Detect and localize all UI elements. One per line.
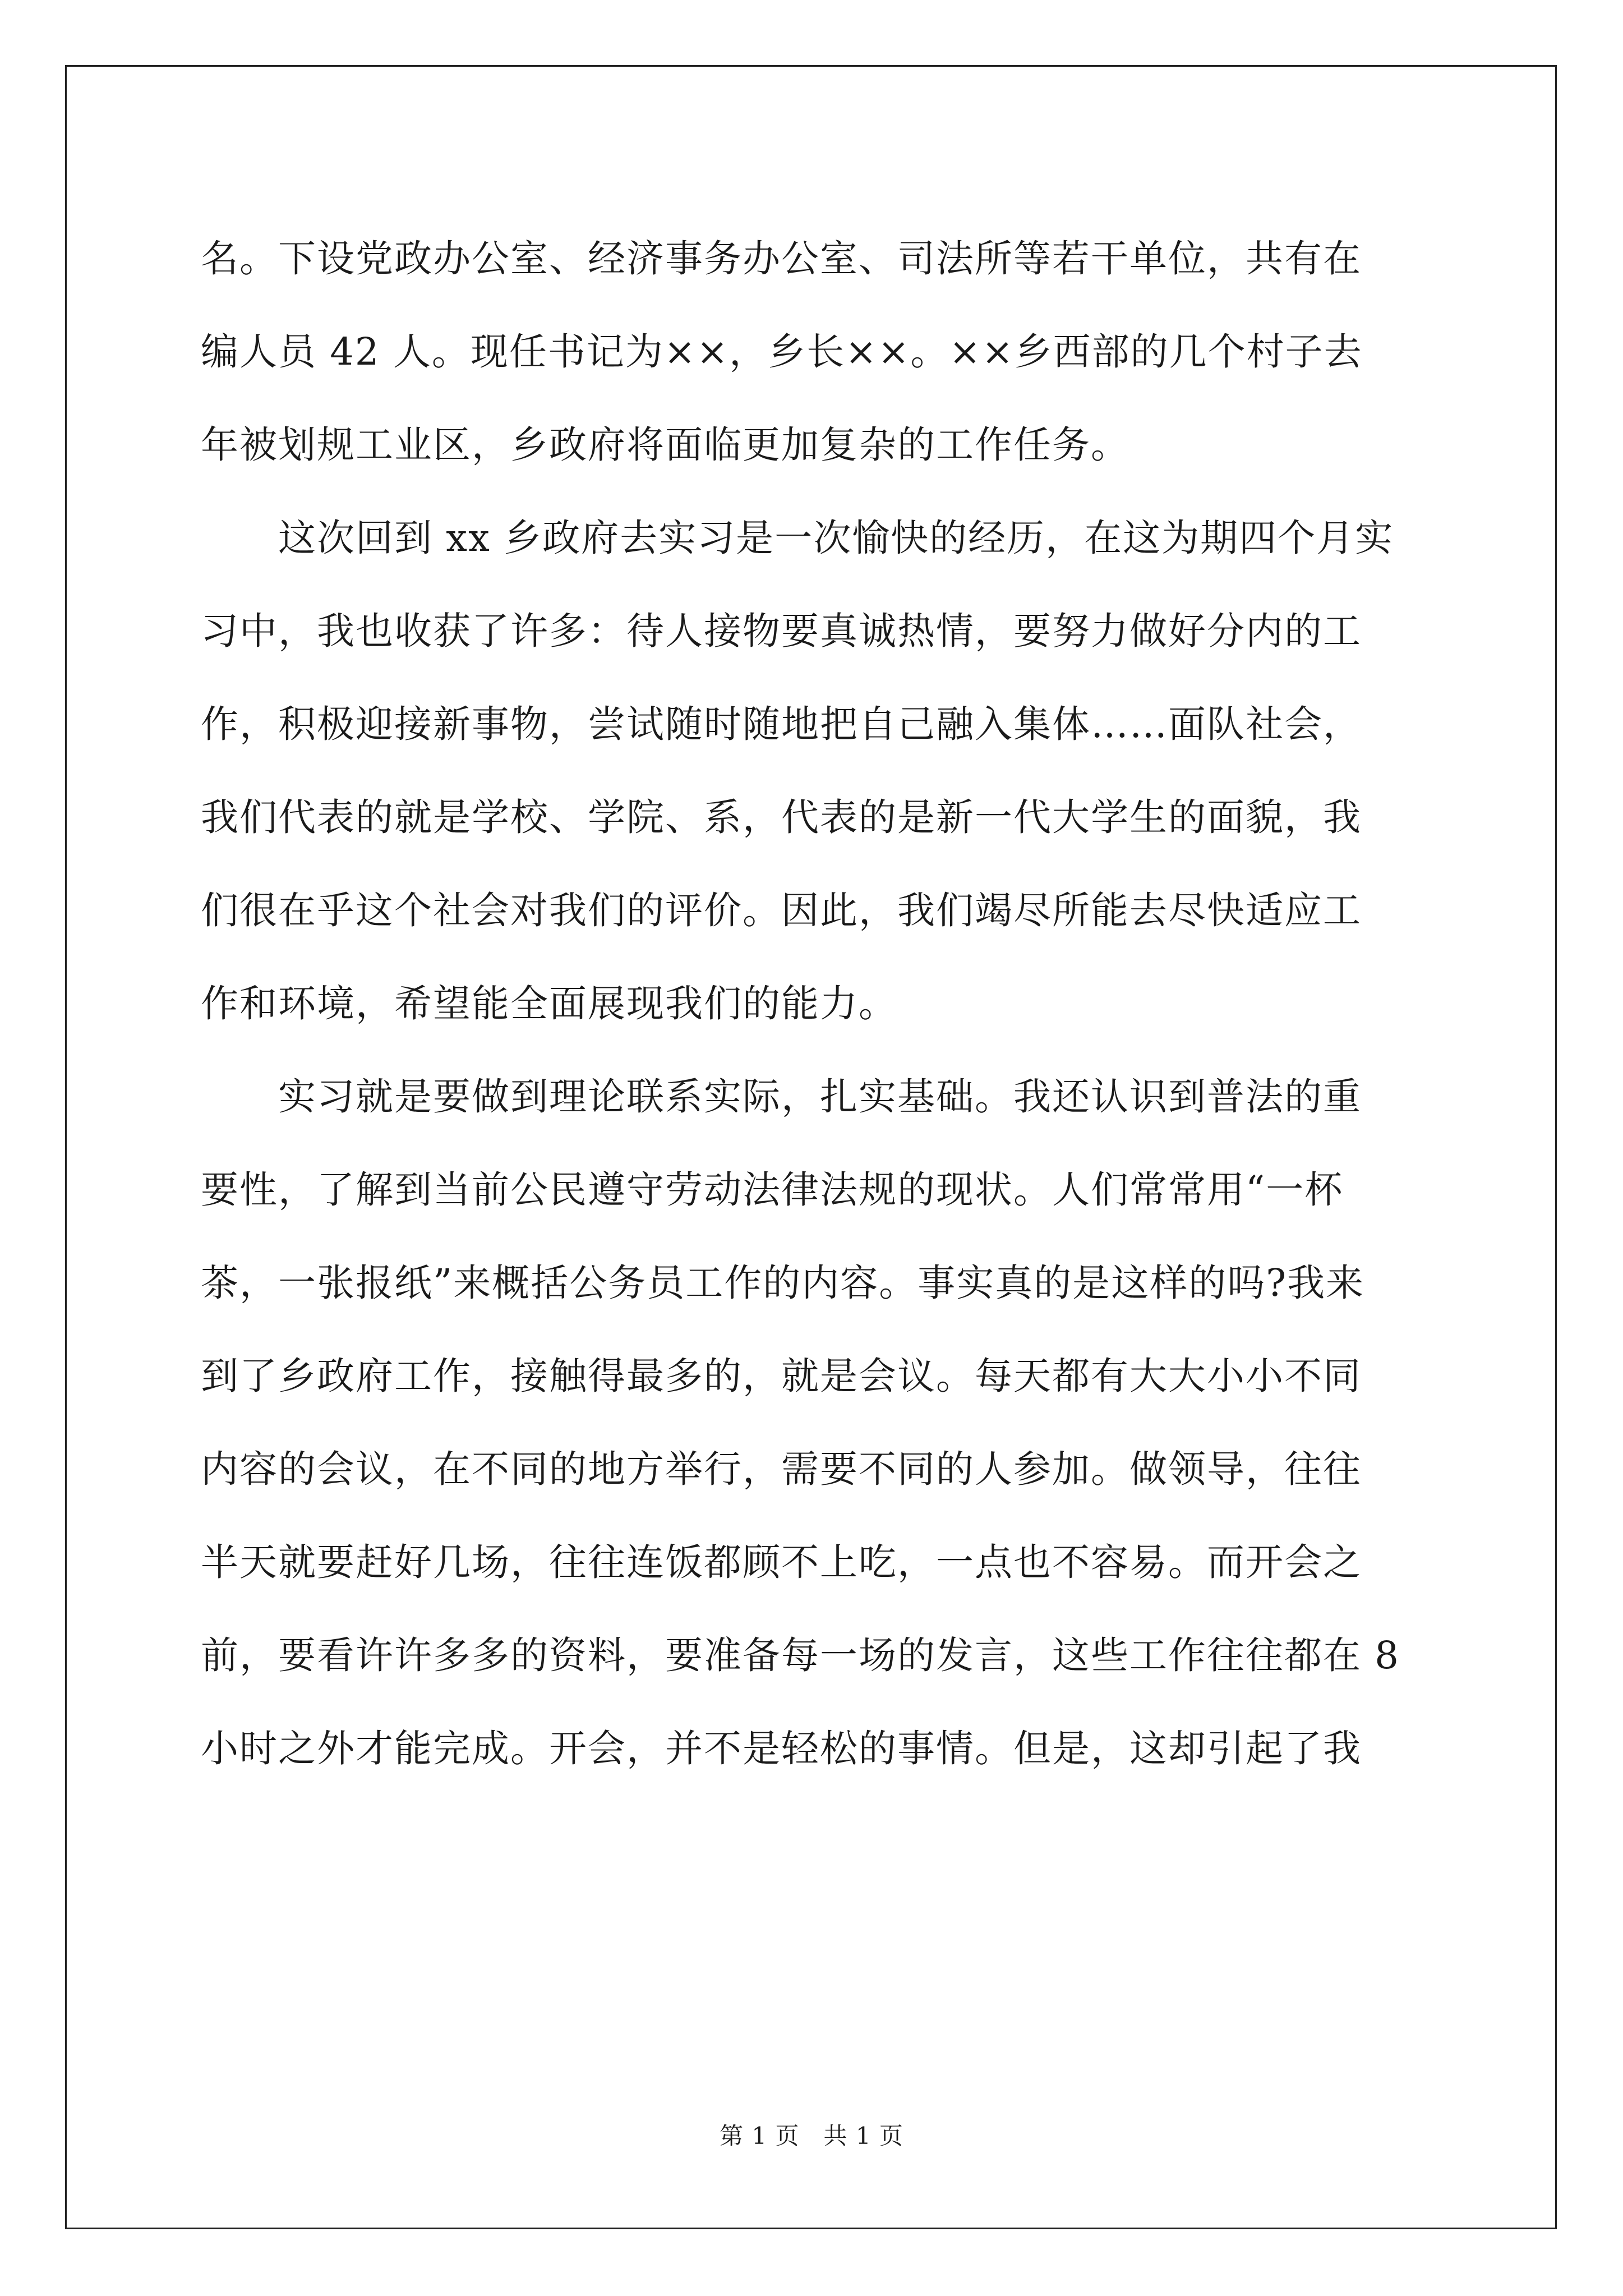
text-line: 年被划规工业区，乡政府将面临更加复杂的工作任务。 (201, 423, 1129, 467)
paragraph-1 (201, 212, 1427, 491)
text-line: 我们代表的就是学校、学院、系，代表的是新一代大学生的面貌，我 (201, 795, 1362, 839)
paragraph-3 (201, 1050, 1427, 1795)
text-line: 内容的会议，在不同的地方举行，需要不同的人参加。做领导，往往 (201, 1447, 1362, 1491)
page-number-footer: 第 1 页 共 1 页 (720, 2122, 903, 2150)
text-line: 编人员 42 人。现任书记为××，乡长××。××乡西部的几个村子去 (201, 330, 1363, 374)
text-line: 实习就是要做到理论联系实际，扎实基础。我还认识到普法的重 (201, 1075, 1362, 1119)
text-line: 半天就要赶好几场，往往连饭都顾不上吃，一点也不容易。而开会之 (201, 1540, 1362, 1584)
text-line: 作，积极迎接新事物，尝试随时随地把自己融入集体……面队社会， (201, 702, 1362, 746)
text-line: 前，要看许许多多的资料，要准备每一场的发言，这些工作往往都在 8 (201, 1634, 1400, 1677)
text-line: 名。下设党政办公室、经济事务办公室、司法所等若干单位，共有在 (201, 237, 1362, 280)
text-line: 小时之外才能完成。开会，并不是轻松的事情。但是，这却引起了我 (201, 1727, 1362, 1770)
text-line: 到了乡政府工作，接触得最多的，就是会议。每天都有大大小小不同 (201, 1354, 1362, 1398)
paragraph-2 (201, 491, 1427, 1050)
document-body (201, 212, 1427, 1795)
text-line: 习中，我也收获了许多：待人接物要真诚热情，要努力做好分内的工 (201, 609, 1362, 653)
text-line: 们很在乎这个社会对我们的评价。因此，我们竭尽所能去尽快适应工 (201, 889, 1362, 932)
text-line: 这次回到 xx 乡政府去实习是一次愉快的经历，在这为期四个月实 (201, 516, 1394, 560)
text-line: 要性，了解到当前公民遵守劳动法律法规的现状。人们常常用“一杯 (201, 1168, 1344, 1212)
text-line: 茶，一张报纸”来概括公务员工作的内容。事实真的是这样的吗?我来 (201, 1261, 1365, 1305)
text-line: 作和环境，希望能全面展现我们的能力。 (201, 982, 897, 1025)
